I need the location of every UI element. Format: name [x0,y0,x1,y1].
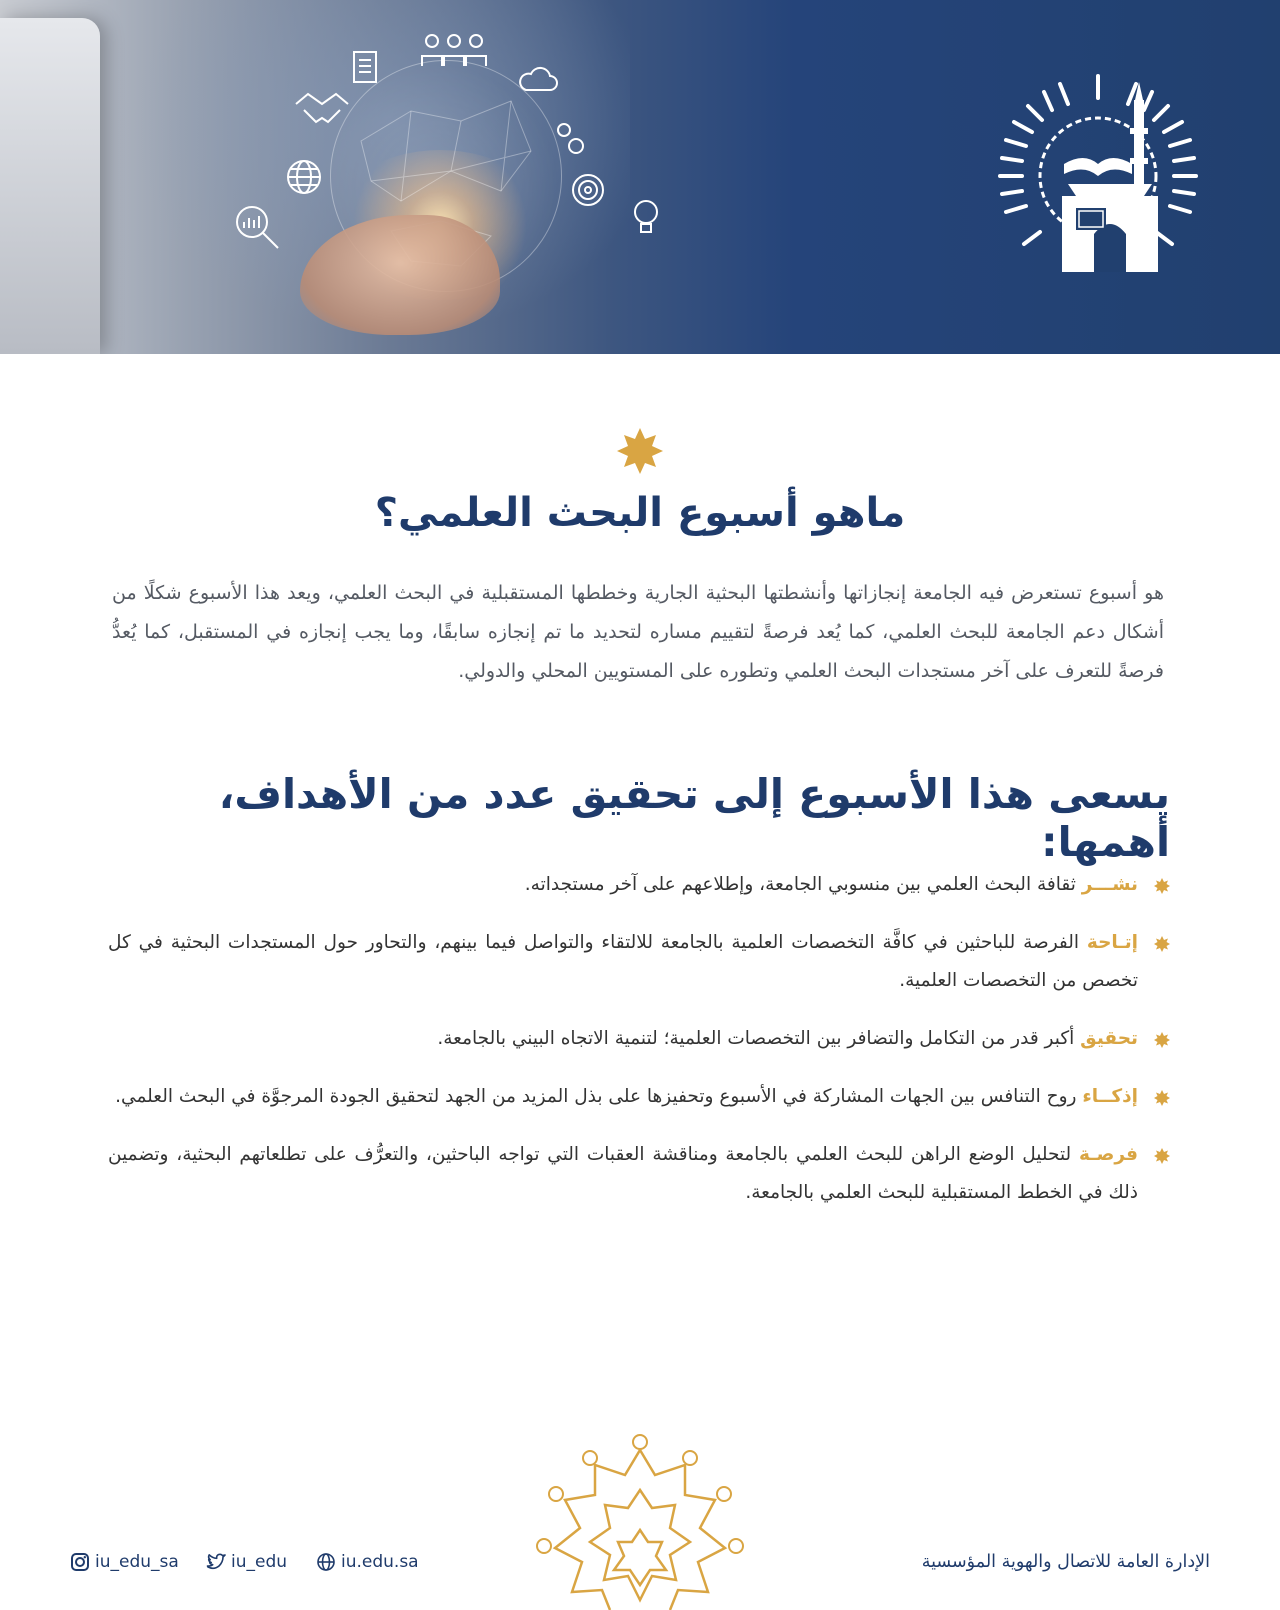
instagram-handle[interactable] [70,1552,179,1572]
twitter-bird-icon [206,1552,226,1572]
star-bullet-icon [1154,1090,1170,1106]
university-mosque-logo-icon [998,72,1198,272]
lightbulb-icon [628,196,664,240]
goal-keyword: نشـــر [1081,874,1138,895]
star-bullet-icon [1154,1148,1170,1164]
goal-item [108,1020,1170,1058]
website-text: iu.edu.sa [341,1552,419,1572]
goal-keyword: إتـاحة [1086,932,1138,953]
document-icon [352,50,380,84]
twitter-handle[interactable] [206,1552,287,1572]
page-title: ماهو أسبوع البحث العلمي؟ [374,490,906,536]
goal-keyword: إذكــاء [1082,1086,1138,1107]
star-bullet-icon [1154,936,1170,952]
globe-icon [316,1552,336,1572]
goals-list [108,866,1170,1232]
islamic-ornament-icon [480,1430,800,1610]
handshake-icon [294,90,350,130]
goal-text: الفرصة للباحثين في كافَّة التخصصات العلمية بالجامعة للالتقاء والتواصل فيما بينهم، والتحاور حول المستجدات البحثية في كل تخصص من التخصصات العلمية. [108,932,1138,991]
star-bullet-icon [1154,1032,1170,1048]
globe-icon [285,158,323,196]
goals-heading: يسعى هذا الأسبوع إلى تحقيق عدد من الأهداف، أهمها: [218,770,1170,866]
team-icon [418,32,490,68]
cloud-icon [518,66,558,94]
header-banner [0,0,1280,354]
gears-icon [552,118,588,158]
goal-item [108,866,1170,904]
goal-text: لتحليل الوضع الراهن للبحث العلمي بالجامعة ومناقشة العقبات التي تواجه الباحثين، والتعرُّف على تطلعاتهم البحثية، وتضمين ذلك في الخطط المستقبلية للبحث العلمي بالجامعة. [108,1144,1138,1203]
star-ornament-icon [617,428,663,474]
goal-keyword: فرصـة [1078,1144,1138,1165]
instagram-text: iu_edu_sa [95,1552,179,1572]
twitter-text: iu_edu [231,1552,288,1572]
goal-text: أكبر قدر من التكامل والتضافر بين التخصصات العلمية؛ لتنمية الاتجاه البيني بالجامعة. [437,1028,1081,1049]
goal-item [108,1136,1170,1212]
target-icon [570,172,606,208]
laptop-image [0,18,100,354]
goal-text: روح التنافس بين الجهات المشاركة في الأسبوع وتحفيزها على بذل المزيد من الجهد لتحقيق الجودة المرجوَّة في البحث العلمي. [115,1086,1083,1107]
chart-search-icon [234,204,282,252]
intro-paragraph: هو أسبوع تستعرض فيه الجامعة إنجازاتها وأنشطتها البحثية الجارية وخططها المستقبلية في البحث العلمي، ويعد هذا الأسبوع شكلًا من أشكال دعم الجامعة للبحث العلمي، كما يُعد فرصةً لتقييم مساره لتحديد ما تم إنجازه سابقًا، وما يجب إنجازه في المستقبل، كما يُعدُّ فرصةً للتعرف على آخر مستجدات البحث العلمي وتطوره على المستويين المحلي والدولي. [112,582,1164,682]
department-name: الإدارة العامة للاتصال والهوية المؤسسية [921,1552,1210,1572]
instagram-icon [70,1552,90,1572]
star-bullet-icon [1154,878,1170,894]
goal-item [108,1078,1170,1116]
goal-item [108,924,1170,1000]
website-link[interactable] [316,1552,419,1572]
goal-keyword: تحقيق [1080,1028,1138,1049]
goal-text: ثقافة البحث العلمي بين منسوبي الجامعة، وإطلاعهم على آخر مستجداته. [524,874,1082,895]
